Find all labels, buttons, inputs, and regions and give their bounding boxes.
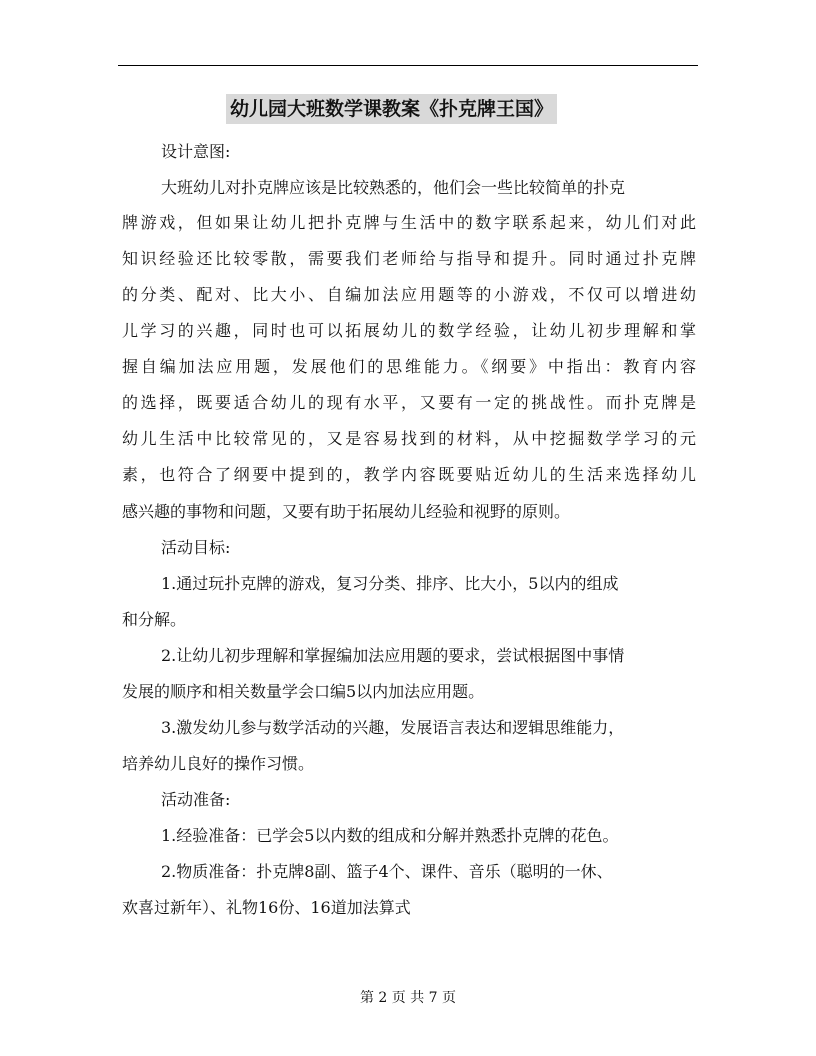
paragraph-line: 儿学习的兴趣，同时也可以拓展幼儿的数学经验，让幼儿初步理解和掌: [122, 321, 696, 340]
document-title: 幼儿园大班数学课教案《扑克牌王国》: [226, 94, 557, 124]
paragraph-line: 感兴趣的事物和问题，又要有助于拓展幼儿经验和视野的原则。: [122, 502, 571, 521]
paragraph-line: 素，也符合了纲要中提到的，教学内容既要贴近幼儿的生活来选择幼儿: [122, 465, 696, 484]
header-rule: [118, 65, 698, 66]
goal-item-3: 3.激发幼儿参与数学活动的兴趣，发展语言表达和逻辑思维能力，: [161, 718, 625, 737]
section-heading-design: 设计意图:: [161, 142, 231, 161]
goal-item-1-cont: 和分解。: [122, 610, 187, 629]
page-number: 第 2 页 共 7 页: [359, 990, 457, 1006]
paragraph-line: 牌游戏，但如果让幼儿把扑克牌与生活中的数字联系起来，幼儿们对此: [122, 213, 696, 232]
prep-item-1: 1.经验准备：已学会5以内数的组成和分解并熟悉扑克牌的花色。: [161, 826, 619, 845]
goal-item-1: 1.通过玩扑克牌的游戏，复习分类、排序、比大小，5以内的组成: [161, 574, 619, 593]
goal-item-2-cont: 发展的顺序和相关数量学会口编5以内加法应用题。: [122, 682, 485, 701]
goal-item-3-cont: 培养幼儿良好的操作习惯。: [122, 754, 315, 773]
section-heading-goals: 活动目标:: [161, 538, 231, 557]
paragraph-line: 知识经验还比较零散，需要我们老师给与指导和提升。同时通过扑克牌: [122, 249, 696, 268]
paragraph-line: 的分类、配对、比大小、自编加法应用题等的小游戏，不仅可以增进幼: [122, 285, 696, 304]
paragraph-line: 握自编加法应用题，发展他们的思维能力。《纲要》中指出：教育内容: [122, 357, 696, 376]
prep-item-2: 2.物质准备：扑克牌8副、篮子4个、课件、音乐（聪明的一休、: [161, 862, 613, 881]
prep-item-2-cont: 欢喜过新年）、礼物16份、16道加法算式: [122, 898, 411, 917]
goal-item-2: 2.让幼儿初步理解和掌握编加法应用题的要求，尝试根据图中事情: [161, 646, 625, 665]
paragraph-line: 幼儿生活中比较常见的，又是容易找到的材料，从中挖掘数学学习的元: [122, 429, 696, 448]
paragraph-line: 的选择，既要适合幼儿的现有水平，又要有一定的挑战性。而扑克牌是: [122, 393, 696, 412]
section-heading-prep: 活动准备:: [161, 790, 231, 809]
paragraph-line: 大班幼儿对扑克牌应该是比较熟悉的，他们会一些比较简单的扑克: [161, 178, 626, 197]
